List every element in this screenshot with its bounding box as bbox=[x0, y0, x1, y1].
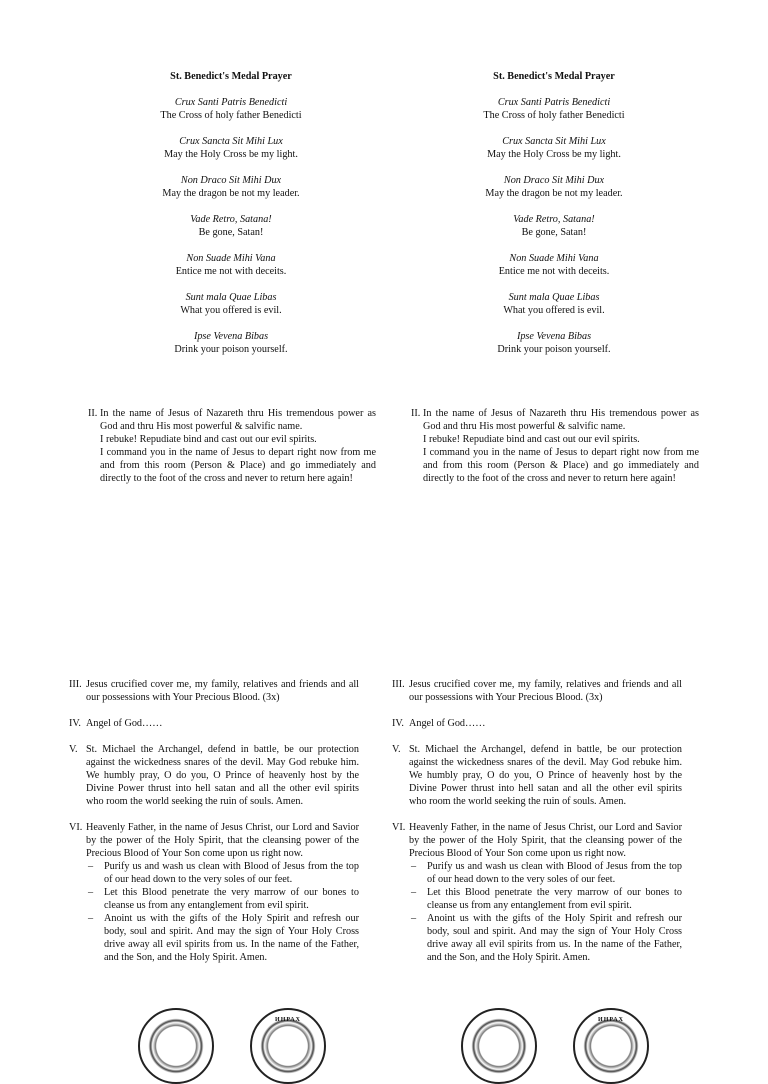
latin-line: Vade Retro, Satana! bbox=[190, 214, 272, 225]
list-item bbox=[409, 860, 682, 886]
right-column bbox=[323, 0, 707, 1024]
section-ii-rebuke: I rebuke! Repudiate bind and cast out our evil spirits. bbox=[423, 434, 640, 445]
prayer-pair bbox=[396, 252, 712, 278]
english-line: Entice me not with deceits. bbox=[175, 266, 287, 277]
section-number: II. bbox=[411, 408, 421, 419]
list-item bbox=[409, 912, 682, 964]
prayer-pair bbox=[396, 135, 712, 161]
section-vi-text: Heavenly Father, in the name of Jesus Christ, our Lord and Savior by the power of the Holy Spirit, that the cleansing power of the Precious Blood of Your Son come upon us right now. bbox=[86, 822, 359, 859]
lower-sections bbox=[69, 678, 359, 964]
section-number: IV. bbox=[69, 718, 81, 729]
section-iii-text: Jesus crucified cover me, my family, relatives and friends and all our possessions with Your Precious Blood. (3x) bbox=[86, 679, 359, 703]
dash-bullet: – bbox=[411, 887, 417, 898]
section-number: VI. bbox=[69, 822, 83, 833]
section-vi bbox=[392, 821, 682, 860]
english-line: May the Holy Cross be my light. bbox=[164, 149, 298, 160]
latin-line: Ipse Vevena Bibas bbox=[193, 331, 269, 342]
section-v bbox=[69, 743, 359, 808]
section-vi-bullets bbox=[392, 860, 682, 964]
latin-line: Crux Santi Patris Benedicti bbox=[497, 97, 611, 108]
latin-line: Crux Sancta Sit Mihi Lux bbox=[502, 136, 606, 147]
medal-prayer-title: St. Benedict's Medal Prayer bbox=[170, 71, 292, 82]
english-line: The Cross of holy father Benedicti bbox=[483, 110, 625, 121]
english-line: Entice me not with deceits. bbox=[498, 266, 610, 277]
latin-line: Non Draco Sit Mihi Dux bbox=[503, 175, 605, 186]
seal-inscription: ИНРАХ bbox=[275, 1017, 301, 1023]
section-number: III. bbox=[69, 679, 82, 690]
section-vi-text: Heavenly Father, in the name of Jesus Christ, our Lord and Savior by the power of the Holy Spirit, that the cleansing power of the Precious Blood of Your Son come upon us right now. bbox=[409, 822, 682, 859]
section-v bbox=[392, 743, 682, 808]
list-item bbox=[86, 860, 359, 886]
section-iv-text: Angel of God…… bbox=[409, 718, 486, 729]
benedict-medal-front-icon bbox=[461, 1008, 537, 1084]
section-iii-text: Jesus crucified cover me, my family, relatives and friends and all our possessions with Your Precious Blood. (3x) bbox=[409, 679, 682, 703]
benedict-medal-back-icon bbox=[250, 1008, 326, 1084]
section-ii-invocation: In the name of Jesus of Nazareth thru His tremendous power as God and thru His most powerful & salvific name. bbox=[100, 408, 376, 432]
latin-line: Non Suade Mihi Vana bbox=[186, 253, 276, 264]
bullet-text: Anoint us with the gifts of the Holy Spirit and refresh our body, soul and spirit. And may the sign of Your Holy Cross drive away all evil spirits from us. In the name of the Father, and the Son, and the Holy Spirit. Amen. bbox=[427, 913, 682, 963]
latin-line: Crux Sancta Sit Mihi Lux bbox=[179, 136, 283, 147]
english-line: What you offered is evil. bbox=[503, 305, 605, 316]
section-number: II. bbox=[88, 408, 98, 419]
section-ii-rebuke: I rebuke! Repudiate bind and cast out our evil spirits. bbox=[100, 434, 317, 445]
bullet-text: Purify us and wash us clean with Blood of Jesus from the top of our head down to the very soles of our feet. bbox=[104, 861, 359, 885]
english-line: May the dragon be not my leader. bbox=[485, 188, 623, 199]
medal-prayer-block bbox=[396, 70, 712, 369]
medal-prayer-title: St. Benedict's Medal Prayer bbox=[493, 71, 615, 82]
latin-line: Ipse Vevena Bibas bbox=[516, 331, 592, 342]
section-iv bbox=[392, 717, 682, 730]
section-v-text: St. Michael the Archangel, defend in battle, be our protection against the wickedness snares of the devil. May God rebuke him. We humbly pray, O do you, O Prince of heavenly host by the Divine Power thrust into hell satan and all the other evil spirits who room the world seeking the ruin of souls. Amen. bbox=[86, 744, 359, 807]
english-line: Be gone, Satan! bbox=[198, 227, 264, 238]
prayer-pair bbox=[396, 330, 712, 356]
lower-sections bbox=[392, 678, 682, 964]
section-ii-command: I command you in the name of Jesus to depart right now from me and from this room (Person & Place) and go immediately and directly to the foot of the cross and never to return here again! bbox=[100, 447, 376, 484]
section-iv bbox=[69, 717, 359, 730]
dash-bullet: – bbox=[88, 913, 94, 924]
section-number: III. bbox=[392, 679, 405, 690]
bullet-text: Let this Blood penetrate the very marrow of our bones to cleanse us from any entanglement from evil spirit. bbox=[104, 887, 359, 911]
prayer-pair bbox=[396, 96, 712, 122]
prayer-pair bbox=[396, 213, 712, 239]
english-line: Drink your poison yourself. bbox=[174, 344, 288, 355]
list-item bbox=[86, 912, 359, 964]
dash-bullet: – bbox=[88, 887, 94, 898]
list-item bbox=[86, 886, 359, 912]
section-iii bbox=[392, 678, 682, 704]
english-line: What you offered is evil. bbox=[180, 305, 282, 316]
prayer-pair bbox=[396, 291, 712, 317]
english-line: Be gone, Satan! bbox=[521, 227, 587, 238]
section-number: VI. bbox=[392, 822, 406, 833]
section-ii-invocation: In the name of Jesus of Nazareth thru His tremendous power as God and thru His most powerful & salvific name. bbox=[423, 408, 699, 432]
section-iv-text: Angel of God…… bbox=[86, 718, 163, 729]
list-item bbox=[409, 886, 682, 912]
benedict-medal-back-icon bbox=[573, 1008, 649, 1084]
dash-bullet: – bbox=[411, 913, 417, 924]
dash-bullet: – bbox=[411, 861, 417, 872]
section-number: V. bbox=[392, 744, 401, 755]
english-line: Drink your poison yourself. bbox=[497, 344, 611, 355]
dash-bullet: – bbox=[88, 861, 94, 872]
section-ii-command: I command you in the name of Jesus to depart right now from me and from this room (Person & Place) and go immediately and directly to the foot of the cross and never to return here again! bbox=[423, 447, 699, 484]
prayer-pair bbox=[396, 174, 712, 200]
bullet-text: Anoint us with the gifts of the Holy Spirit and refresh our body, soul and spirit. And may the sign of Your Holy Cross drive away all evil spirits from us. In the name of the Father, and the Son, and the Holy Spirit. Amen. bbox=[104, 913, 359, 963]
latin-line: Non Draco Sit Mihi Dux bbox=[180, 175, 282, 186]
latin-line: Sunt mala Quae Libas bbox=[508, 292, 600, 303]
seal-inscription: ИНРАХ bbox=[598, 1017, 624, 1023]
section-vi bbox=[69, 821, 359, 860]
latin-line: Crux Santi Patris Benedicti bbox=[174, 97, 288, 108]
english-line: May the Holy Cross be my light. bbox=[487, 149, 621, 160]
medal-seals bbox=[461, 1008, 681, 1024]
section-v-text: St. Michael the Archangel, defend in battle, be our protection against the wickedness snares of the devil. May God rebuke him. We humbly pray, O do you, O Prince of heavenly host by the Divine Power thrust into hell satan and all the other evil spirits who room the world seeking the ruin of souls. Amen. bbox=[409, 744, 682, 807]
bullet-text: Purify us and wash us clean with Blood of Jesus from the top of our head down to the very soles of our feet. bbox=[427, 861, 682, 885]
section-number: V. bbox=[69, 744, 78, 755]
section-iii bbox=[69, 678, 359, 704]
latin-line: Non Suade Mihi Vana bbox=[509, 253, 599, 264]
latin-line: Vade Retro, Satana! bbox=[513, 214, 595, 225]
bullet-text: Let this Blood penetrate the very marrow of our bones to cleanse us from any entanglement from evil spirit. bbox=[427, 887, 682, 911]
english-line: The Cross of holy father Benedicti bbox=[160, 110, 302, 121]
english-line: May the dragon be not my leader. bbox=[162, 188, 300, 199]
benedict-medal-front-icon bbox=[138, 1008, 214, 1084]
latin-line: Sunt mala Quae Libas bbox=[185, 292, 277, 303]
section-vi-bullets bbox=[69, 860, 359, 964]
section-number: IV. bbox=[392, 718, 404, 729]
section-ii bbox=[411, 407, 699, 485]
